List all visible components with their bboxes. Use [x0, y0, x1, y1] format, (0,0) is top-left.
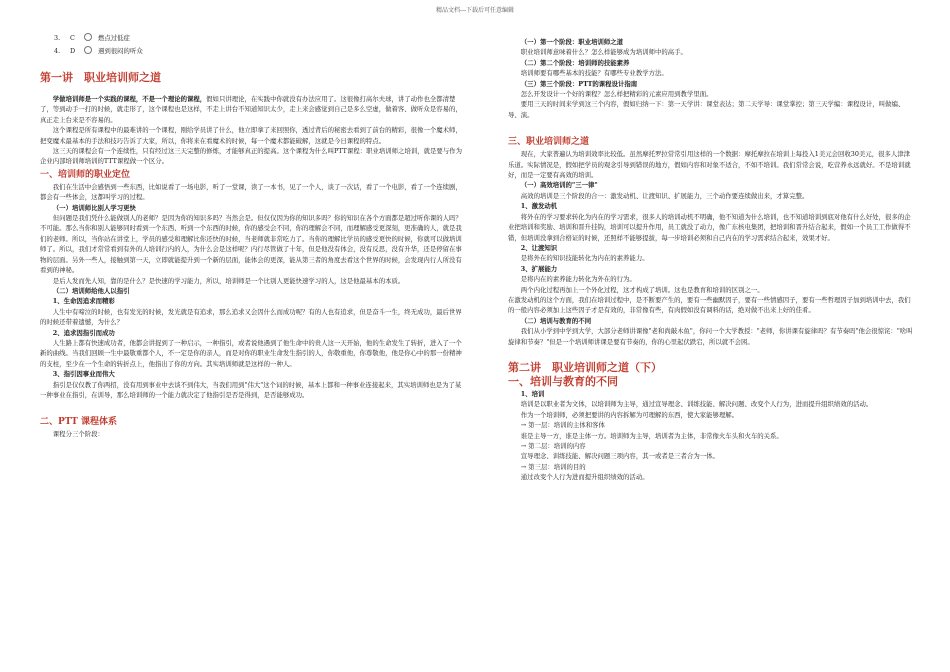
paragraph: 我们在生活中会感悟到一些东西，比如说看了一场电影，听了一堂课，读了一本书，见了一个人，谈了一次话，看了一个电影，看了一个连续剧，都会有一些体会，这都叫学习的过程。	[40, 182, 462, 202]
paragraph: 在激发动机的这个方面，我们在培训过程中，是不断要产生的，要有一些幽默因子，要有一些情感因子，要有一些哲理因子加到培训中去，我们的一般内容必须加上这些因子才是有效的，非常像有些，有肉假如没有调料的话，绝对做不出来上好的佳肴。	[508, 295, 911, 315]
intro-rest: 假如只讲理论，在实践中你就没有办法应用了。这很像打高尔夫球，讲了动作也全都清楚了，等到动手一打的时候，就走形了，这个课程也是这样，不走上讲台不知道知识太少，走上来会感觉到自己是多么空虚，做着客、做听众是容易的，真正走上台来是不容易的。	[40, 95, 462, 124]
option-letter: C	[70, 34, 75, 43]
paragraph: 培训是以职业者为文体，以培训师为主导，通过宣导理念、训练技能、解决问题、改变个人行为，进而提升组织绩效的活动。	[520, 400, 873, 409]
left-column	[40, 32, 465, 440]
item-heading: 1、生命因追求而精彩	[52, 297, 115, 306]
paragraph: 职业培训师意味着什么？怎么样能够成为培训师中的高手。	[520, 48, 687, 57]
section-heading: 一、培训师的职业定位	[40, 169, 131, 180]
paragraph: 作为一个培训师，必须把要讲的内容拆解为可理解的东西，使大家能够理解。	[520, 410, 739, 419]
phase-heading: （一）第一个阶段：职业培训师之道	[520, 38, 624, 46]
item-heading: 3、扩展能力	[520, 264, 558, 273]
option-d[interactable]	[40, 45, 465, 58]
paragraph: 课程分三个阶段：	[52, 430, 104, 439]
item-heading: 1、培训	[520, 389, 545, 398]
paragraph: 将外在的学习要求转化为内在的学习需求，很多人的培训动机不明确，他不知道为什么培训，也不知道培训到底对他有什么好处，很多的企业把培训和奖励、培训和晋升挂钩，培训可以提升作用，员工就没了动力，像广东核电集团，把培训和晋升结合起来，假如一个员工工作做得不错，但培训没拿到合格证的时候，还照样不能够提拔，每一步培训必须和自己内在的学习需求结合起来，效果才好。	[508, 212, 911, 242]
lecture-title: 第一讲 职业培训师之道	[40, 71, 161, 84]
section-heading: 二、PTT 课程体系	[40, 417, 117, 428]
paragraph: 但问题是我们凭什么能做别人的老师？是因为你的知识多吗？当然会是。但仅仅因为你的知识多吗？你的知识在各个方面都是超过听你课的人吗？不可能。那么当你和别人能够同时看到一个东西、听到一个东西的时候，你的感受会不同，你的理解会不同，而理解感受更深刻，更准确的人，就是我们的老师。所以，当你站在讲堂上，学员的感受和理解比你还快的时候，当老师就非常吃力了。当你的理解比学员的感受更快的时候，你就可以做培训师了。所以，我们才常常看到有外的人培训行内的人，为什么会是这样呢？内行尽管做了十年，但是他没有体会，没有反思，没有升华，还是停留在事物的层面。另外一些人，接触到第一天，立即就能提升到一个新的层面，能体会的更深，能从第三者的角度去看这个世界的时候，会发现内行人所没有看到的神秘。	[40, 214, 462, 275]
paragraph: 人生中有啼泣的时候，也有发光的时候，发光就是有追求，那么追求又会因什么而成功呢？有的人也有追求，但是奋斗一生，终无成功，最后世界的时候还带着遗憾，为什么？	[40, 307, 462, 327]
item-heading: 2、让渡知识	[520, 243, 558, 252]
paragraph: 怎么开发设计一个好的课程？怎么样把精彩的元素应用到教学里面。	[520, 90, 713, 99]
subsection-heading: （二）培训与教育的不同	[520, 316, 592, 325]
paragraph: 培训师要有哪些基本的技能？有哪些专业教学方法。	[520, 69, 668, 78]
arrow-item: → 第三层：培训的目的	[520, 462, 586, 471]
paragraph: 通过改变个人行为进而提升组织绩效的活动。	[520, 473, 649, 482]
spacer	[40, 400, 465, 414]
paragraph: 人生路上都有快速成功者，他都会讲捉到了一种启示，一种指引，或者说他遇到了他生命中的贵人这一天开始，他的生命发生了转折，进入了一个新的曲线。当我们回顾一生中最敬重都个人，不一定是你的亲人，而是对你的职业生命发生指引的人，你敬重他，你尊敬他，他是你心中的那一份精神的支柱，至少在一个生命的转折点上，他指出了你的方向。其实培训师就是这样的一种人。	[40, 338, 462, 368]
phase-heading: （三）第三个阶段：PTT的课程设计指南	[520, 79, 638, 88]
paragraph: 两个内化过程再加上一个外化过程，这才构成了培训。这也是教育和培训的区别之一。	[520, 285, 764, 294]
paragraph: 现在，大家普遍认为培训效率比较低。虽然摩托罗拉常常引用这样的一个数据：摩托摩拉在培训上每投入1美元会回收30美元，很多人津津乐道。实际情况是，假如把学员的观念引导到错误的地方，假如内容和对象不适合，不如不培训。我们常常会说，吃营养永远就好。不是培训就好，而是一定要有高效的培训。	[508, 150, 911, 180]
subsection-heading: （一）高效培训的"三一律"	[520, 181, 598, 190]
paragraph: 这个课程是所有课程中的最难讲的一个课程，刚给学员讲了什么，他立即拿了来回照你，透过背后的秘密去看到了前台的精彩，很像一个魔术师，把变魔术最基本的手法和技巧告诉了大家，所以，你将来在看魔术的时候，每一个魔术都能破解，这就是今日课程的特点。	[40, 126, 462, 145]
option-number: 4.	[54, 47, 61, 56]
option-number: 3.	[54, 34, 61, 43]
option-text: 遇到很闷的听众	[98, 47, 143, 56]
paragraph: 是将外在的知识技能转化为内在的素养能力。	[520, 254, 649, 263]
paragraph: 宣导理念、训练技能、解决问题三项内容，其一或者是三者合为一体。	[520, 452, 719, 461]
phase-heading: （二）第二个阶段：培训师的技能素养	[520, 58, 630, 67]
item-heading: 3、指引因事业而伟大	[52, 370, 115, 379]
option-letter: D	[70, 47, 76, 56]
intro-paragraph	[40, 94, 465, 125]
section-heading: 一、培训与教育的不同	[508, 374, 618, 388]
spacer	[508, 120, 913, 134]
subsection-heading: （二）培训师给他人以指引	[52, 286, 130, 295]
paragraph: 谁是主导一方，谁是主体一方。培训师为主导，培训者为主体，非常像火车头和火车的关系。	[520, 431, 783, 440]
option-text: 燃点过低症	[98, 34, 130, 43]
right-column	[508, 37, 913, 483]
section-heading: 三、职业培训师之道	[508, 137, 590, 148]
paragraph: 指引是仅仅教了你两招，没有用到事业中去谈不到伟大，当我们用到"伟大"这个词的时候，基本上都和一种事业连接起来，其实培训师也是为了某一种事业在指引，在训导，那么培训师的一个能力就决定了他指引是否是得到，是否能够成功。	[40, 380, 462, 399]
radio-icon[interactable]	[84, 46, 92, 54]
option-c[interactable]	[40, 32, 465, 45]
item-heading: 1、激发动机	[520, 202, 558, 211]
subsection-heading: （一）培训师比别人学习更快	[52, 203, 136, 212]
lecture-title: 第二讲 职业培训师之道（下）	[508, 360, 662, 374]
paragraph: 这三天的课程会有一个连续性，只有经过这三天完整的修炼，才能够真正的提高。这个课程为什么叫PTT课程：职业培训师之培训，就是要与作为企业内部培训师培训的TTT课程做一个区分。	[40, 147, 462, 166]
item-heading: 2、追求因指引而成功	[52, 328, 115, 337]
paragraph: 我们从小学到中学到大学，大部分老师讲课像"老和尚敲木鱼"，你问一个大学教授："老师，你讲课有旋律吗？有节奏吗"他会很惊诧："啥叫旋律和节奏？"但是一个培训师讲课是要有节奏的，你的心里起伏跌宕，所以就不会困。	[508, 327, 913, 346]
arrow-item: → 第一层：培训的主体和客体	[520, 421, 605, 430]
paragraph: 要用三天的时间来学到这三个内容，假如归纳一下：第一天学讲：课堂表达；第二天学导：课堂掌控；第三天学编：课程设计，叫做编、导、演。	[508, 100, 905, 119]
intro-bold: 学做培训师是一个实践的课程，不是一个理论的课程，	[52, 95, 207, 103]
paragraph: 是后人发而先人知，靠的是什么？是快速的学习能力，所以，培训师是一个比别人更能快速学习的人，这是他最基本的本质。	[52, 276, 405, 285]
paragraph: 是将内在的素养能力转化为外在的行为。	[520, 275, 636, 284]
page-header: 精品文档---下载后可任意编辑	[435, 7, 515, 14]
arrow-item: → 第二层：培训的内容	[520, 442, 586, 450]
paragraph: 高效的培训是三个阶段的合一：激发动机、让渡知识、扩展能力，三个动作要连续做出来，才算完整。	[520, 191, 809, 200]
radio-icon[interactable]	[84, 33, 92, 41]
spacer	[508, 347, 913, 361]
